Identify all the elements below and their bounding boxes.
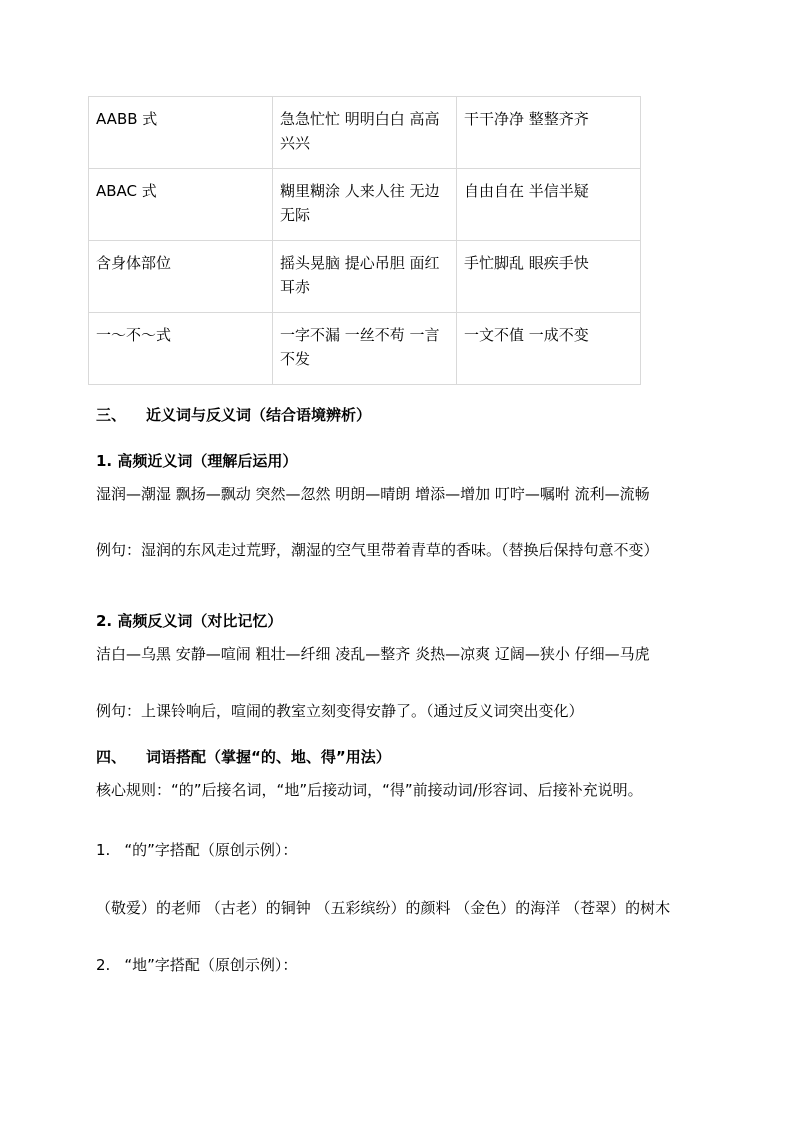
- section-heading: [96, 745, 700, 769]
- table-cell-examples: 干干净净 整整齐齐: [457, 97, 641, 169]
- section-number: 四、: [96, 748, 127, 766]
- subsection-title: 高频近义词（理解后运用）: [117, 452, 298, 470]
- subsection-heading: [96, 449, 700, 473]
- item-label: [96, 953, 700, 977]
- example-sentence: 例句：上课铃响后，喧闹的教室立刻变得安静了。（通过反义词突出变化）: [96, 702, 584, 720]
- section-number: 三、: [96, 406, 127, 424]
- example-sentence: 例句：湿润的东风走过荒野，潮湿的空气里带着青草的香味。（替换后保持句意不变）: [96, 541, 659, 559]
- item-number: 1.: [96, 841, 111, 859]
- table-cell-type: 一～不～式: [89, 313, 273, 385]
- section-heading: [96, 403, 700, 427]
- synonym-list: 湿润—潮湿 飘扬—飘动 突然—忽然 明朗—晴朗 增添—增加 叮咛—嘱咐 流利—流畅: [96, 485, 650, 503]
- subsection-number: 1.: [96, 452, 113, 470]
- table-cell-examples: 自由自在 半信半疑: [457, 169, 641, 241]
- idiom-table: [88, 96, 641, 385]
- table-cell-type: 含身体部位: [89, 241, 273, 313]
- subsection-number: 2.: [96, 612, 113, 630]
- subsection-title: 高频反义词（对比记忆）: [117, 612, 283, 630]
- item-number: 2.: [96, 956, 111, 974]
- table-row: [89, 97, 641, 169]
- subsection-heading: [96, 609, 700, 633]
- antonym-list: 洁白—乌黑 安静—喧闹 粗壮—纤细 凌乱—整齐 炎热—凉爽 辽阔—狭小 仔细—马虎: [96, 645, 650, 663]
- table-cell-type: ABAC 式: [89, 169, 273, 241]
- item-text: “地”字搭配（原创示例）：: [124, 956, 298, 974]
- section-title: 词语搭配（掌握“的、地、得”用法）: [146, 748, 391, 766]
- item-text: “的”字搭配（原创示例）：: [124, 841, 298, 859]
- item-label: [96, 838, 700, 862]
- table-cell-examples: 一字不漏 一丝不苟 一言不发: [273, 313, 457, 385]
- table-row: [89, 169, 641, 241]
- table-cell-examples: 糊里糊涂 人来人往 无边无际: [273, 169, 457, 241]
- section-title: 近义词与反义词（结合语境辨析）: [146, 406, 372, 424]
- table-row: [89, 313, 641, 385]
- core-rule: 核心规则：“的”后接名词，“地”后接动词，“得”前接动词/形容词、后接补充说明。: [96, 781, 643, 799]
- table-cell-examples: 手忙脚乱 眼疾手快: [457, 241, 641, 313]
- collocation-examples: （敬爱）的老师 （古老）的铜钟 （五彩缤纷）的颜料 （金色）的海洋 （苍翠）的树木: [96, 899, 671, 917]
- table-cell-type: AABB 式: [89, 97, 273, 169]
- table-cell-examples: 摇头晃脑 提心吊胆 面红耳赤: [273, 241, 457, 313]
- table-cell-examples: 急急忙忙 明明白白 高高兴兴: [273, 97, 457, 169]
- table-row: [89, 241, 641, 313]
- table-cell-examples: 一文不值 一成不变: [457, 313, 641, 385]
